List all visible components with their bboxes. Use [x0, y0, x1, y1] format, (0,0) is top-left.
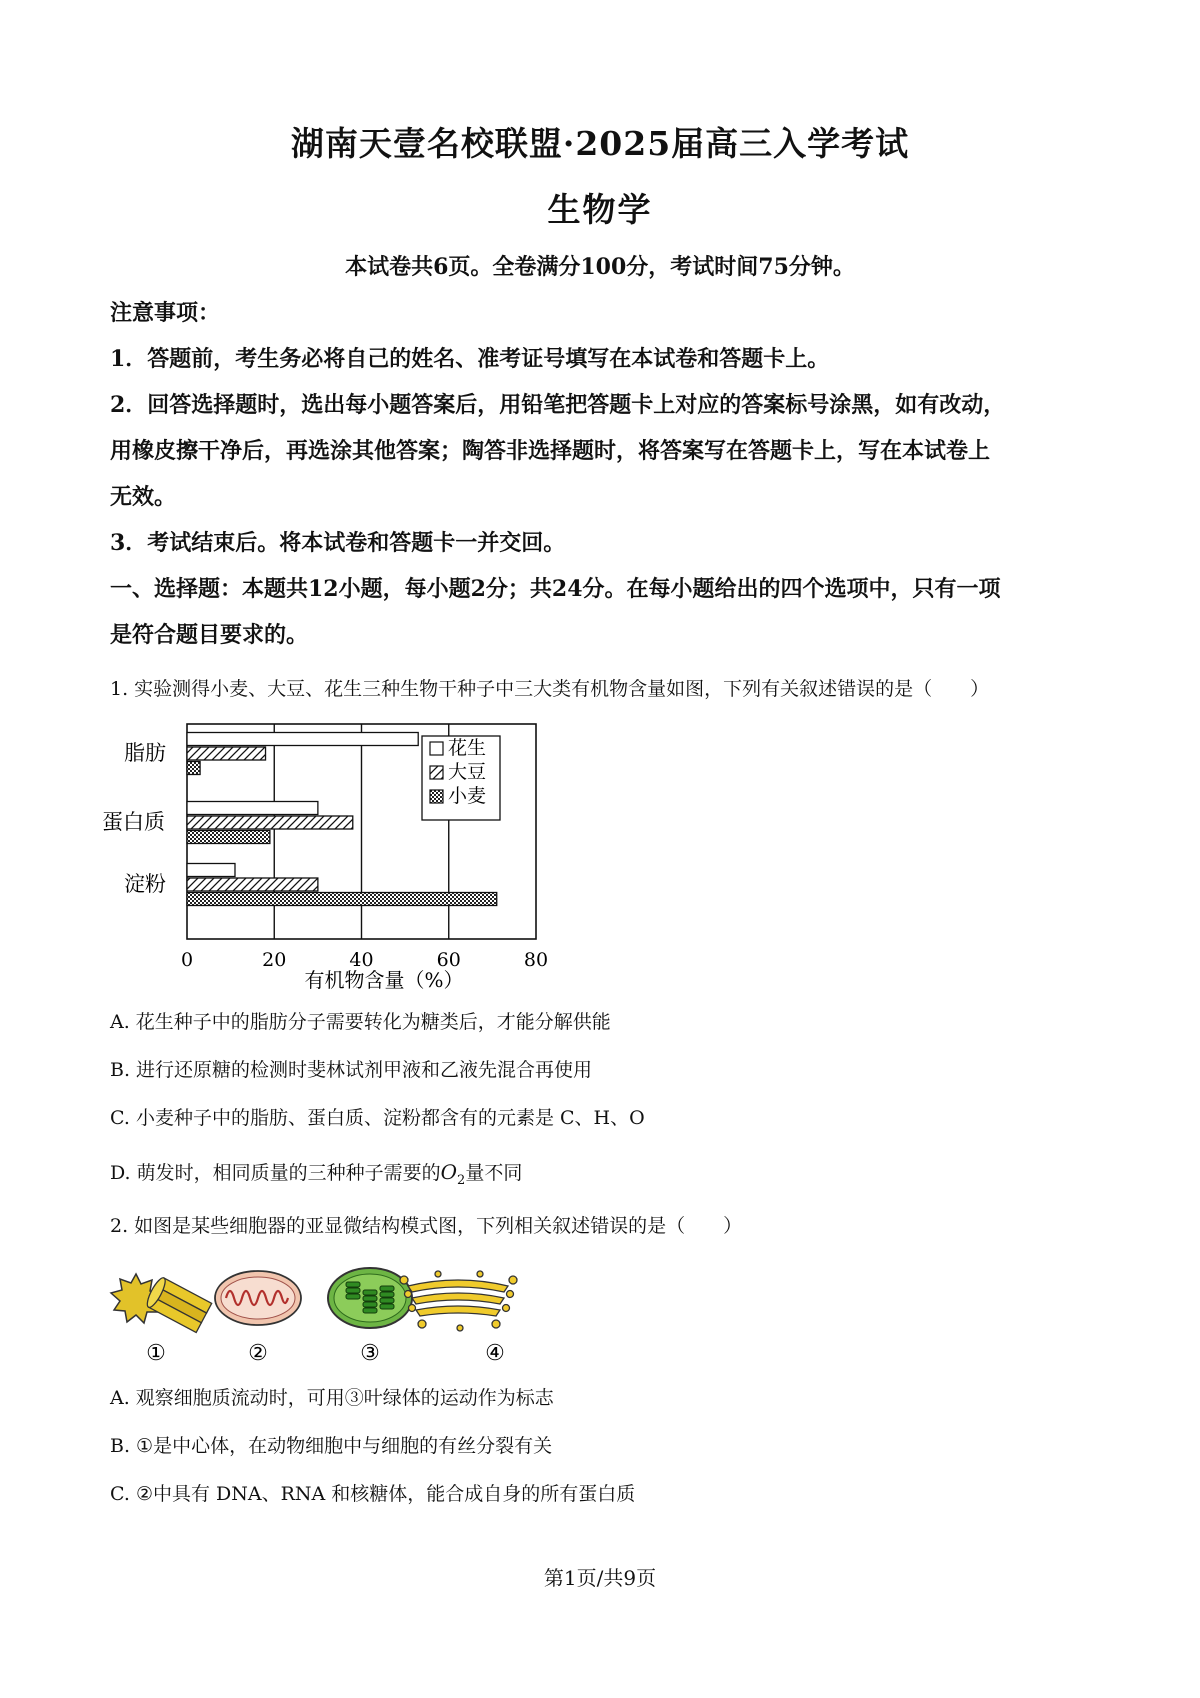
y-category-label: 蛋白质: [102, 810, 165, 834]
subject-title: 生物学: [547, 190, 653, 229]
organelle-label-4: ④: [485, 1341, 505, 1366]
notice-heading: 注意事项：: [110, 300, 221, 326]
x-tick-label: 20: [262, 949, 287, 971]
notice-item-2-line-1: 2．回答选择题时，选出每小题答案后，用铅笔把答题卡上对应的答案标号涂黑，如有改动，: [110, 392, 1006, 418]
bar: [187, 802, 318, 815]
bar: [187, 733, 418, 746]
exam-title: 湖南天壹名校联盟·2025届高三入学考试: [290, 124, 910, 163]
x-tick-label: 0: [180, 949, 194, 971]
q1-option-a: A. 花生种子中的脂肪分子需要转化为糖类后，才能分解供能: [110, 1011, 611, 1033]
legend-label: 花生: [448, 737, 487, 759]
q1-option-d: [110, 1157, 1100, 1196]
bar: [187, 816, 353, 829]
y-category-label: 脂肪: [124, 741, 166, 765]
bar: [187, 878, 318, 891]
x-axis-label: 有机物含量（%）: [304, 968, 464, 992]
notice-item-1: 1．答题前，考生务必将自己的姓名、准考证号填写在本试卷和答题卡上。: [110, 346, 830, 372]
organelle-figure: [108, 1258, 568, 1368]
legend-label: 小麦: [448, 785, 487, 807]
legend-swatch: [430, 790, 443, 803]
notice-item-3: 3．考试结束后。将本试卷和答题卡一并交回。: [110, 530, 566, 556]
legend-swatch: [430, 766, 443, 779]
q1-option-d-prefix: D. 萌发时，相同质量的三种种子需要的: [110, 1162, 441, 1184]
q2-option-b: B. ①是中心体，在动物细胞中与细胞的有丝分裂有关: [110, 1435, 553, 1457]
section-heading-line-2: 是符合题目要求的。: [110, 622, 309, 648]
x-tick-label: 80: [523, 949, 549, 971]
golgi-apparatus-image: [400, 1271, 517, 1331]
bar: [187, 762, 200, 775]
bar: [187, 864, 235, 877]
oxygen-subscript: 2: [457, 1172, 466, 1188]
legend-label: 大豆: [448, 761, 487, 783]
chloroplast-image: [328, 1268, 412, 1328]
oxygen-symbol: O: [440, 1160, 458, 1184]
centriole-image: [111, 1274, 212, 1332]
legend-swatch: [430, 742, 443, 755]
x-tick-label: 60: [436, 949, 461, 971]
q1-stem: 1. 实验测得小麦、大豆、花生三种生物干种子中三大类有机物含量如图，下列有关叙述错误的是（ ）: [110, 678, 990, 700]
x-tick-label: 40: [349, 949, 374, 971]
bar: [187, 747, 266, 760]
section-heading-line-1: 一、选择题：本题共12小题，每小题2分；共24分。在每小题给出的四个选项中，只有一项: [110, 576, 1001, 602]
exam-info: 本试卷共6页。全卷满分100分，考试时间75分钟。: [345, 254, 855, 280]
q1-option-c: C. 小麦种子中的脂肪、蛋白质、淀粉都含有的元素是 C、H、O: [110, 1107, 645, 1129]
notice-item-2-line-3: 无效。: [110, 484, 177, 510]
bar: [187, 831, 270, 844]
notice-item-2-line-2: 用橡皮擦干净后，再选涂其他答案；陶答非选择题时，将答案写在答题卡上，写在本试卷上: [110, 438, 991, 464]
q1-option-d-suffix: 量不同: [465, 1162, 523, 1184]
organelle-label-2: ②: [248, 1341, 268, 1366]
chart-legend: [422, 736, 500, 820]
bar: [187, 893, 497, 906]
q2-option-c: C. ②中具有 DNA、RNA 和核糖体，能合成自身的所有蛋白质: [110, 1483, 636, 1505]
organelle-label-3: ③: [360, 1341, 380, 1366]
organelle-label-1: ①: [146, 1341, 166, 1366]
page-number: 第1页/共9页: [543, 1566, 657, 1590]
q2-option-a: A. 观察细胞质流动时，可用③叶绿体的运动作为标志: [110, 1387, 554, 1409]
q1-bar-chart: [100, 712, 560, 1002]
q2-stem: 2. 如图是某些细胞器的亚显微结构模式图，下列相关叙述错误的是（ ）: [110, 1215, 743, 1237]
mitochondrion-image: [215, 1271, 301, 1325]
y-category-label: 淀粉: [124, 872, 166, 896]
q1-option-b: B. 进行还原糖的检测时斐林试剂甲液和乙液先混合再使用: [110, 1059, 593, 1081]
